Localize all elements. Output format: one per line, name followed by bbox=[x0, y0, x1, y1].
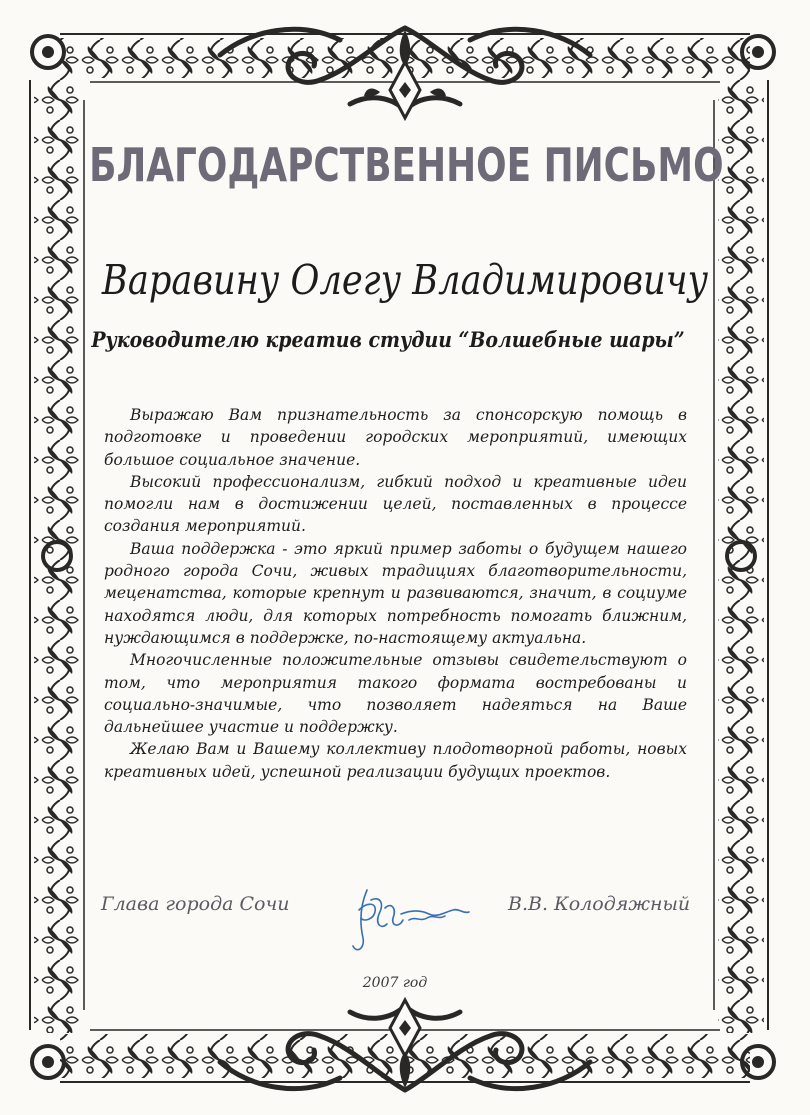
body-paragraph: Многочисленные положительные отзывы свидетельствуют о том, что мероприятия такого формата востребованы и социально-значимые, что позволяет надеяться на Ваше дальнейшее участие и поддержку. bbox=[104, 651, 687, 737]
body-paragraph: Ваша поддержка - это яркий пример заботы о будущем нашего родного города Сочи, живых традициях благотворительности, меценатства, которые крепнут и развиваются, значит, в социуме находятся люди, для которых потребность помогать ближним, нуждающимся в поддержке, по-настоящему актуальна. bbox=[104, 539, 687, 647]
letter-body bbox=[104, 404, 687, 783]
document-year: 2007 год bbox=[362, 975, 428, 991]
body-paragraph: Желаю Вам и Вашему коллективу плодотворной работы, новых креативных идей, успешной реализации будущих проектов. bbox=[104, 740, 687, 781]
document-title: БЛАГОДАРСТВЕННОЕ ПИСЬМО bbox=[89, 138, 724, 192]
body-paragraph: Выражаю Вам признательность за спонсорскую помощь в подготовке и проведении городских мероприятий, имеющих большое социальное значение. bbox=[104, 406, 687, 469]
body-paragraph: Высокий профессионализм, гибкий подход и креативные идеи помогли нам в достижении целей, поставленных в процессе создания мероприятий. bbox=[104, 472, 687, 536]
recipient-name: Варавину Олегу Владимировичу bbox=[101, 256, 709, 304]
handwritten-signature bbox=[345, 880, 475, 960]
signer-title: Глава города Сочи bbox=[101, 893, 290, 915]
signer-name: В.В. Колодяжный bbox=[508, 893, 691, 915]
recipient-position: Руководителю креатив студии “Волшебные шары” bbox=[91, 327, 685, 352]
